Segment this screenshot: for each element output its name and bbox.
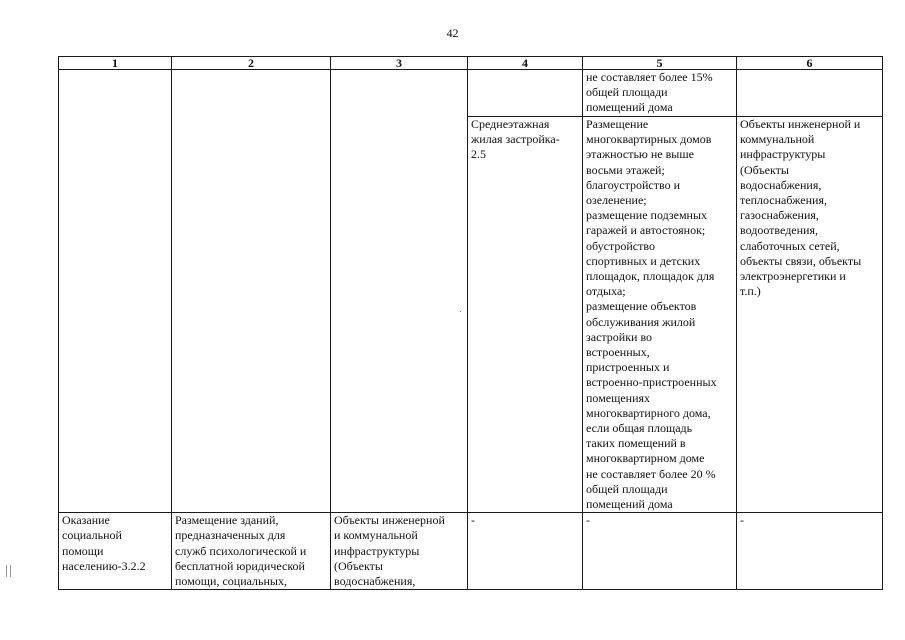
table-cell: не составляет более 15% общей площади помещений дома	[583, 70, 737, 117]
scan-speck	[460, 311, 461, 312]
table-cell	[172, 70, 331, 513]
column-header-5: 5	[583, 57, 737, 70]
table-cell: Среднеэтажная жилая застройка- 2.5	[468, 117, 583, 513]
table-cell	[331, 70, 468, 513]
scan-edge-mark	[6, 565, 11, 577]
column-header-1: 1	[59, 57, 172, 70]
table-cell: Размещение многоквартирных домов этажностью не выше восьми этажей; благоустройство и озеленение; размещение подземных гаражей и автостоянок; обустройство спортивных и детских площадок, площадок для отдыха; размещение объектов обслуживания жилой застройки во встроенных, пристроенных и встроенно-пристроенных помещениях многоквартирного дома, если общая площадь таких помещений в многоквартирном доме не составляет более 20 % общей площади помещений дома	[583, 117, 737, 513]
page-number: 42	[446, 26, 459, 40]
column-header-4: 4	[468, 57, 583, 70]
table-cell	[737, 70, 883, 117]
table-cell: -	[468, 513, 583, 590]
table-cell	[468, 70, 583, 117]
column-header-3: 3	[331, 57, 468, 70]
table-row	[59, 70, 883, 117]
table-header-row	[59, 57, 883, 70]
table-cell: -	[583, 513, 737, 590]
table-cell: Объекты инженерной и коммунальной инфраструктуры (Объекты водоснабжения,	[331, 513, 468, 590]
column-header-6: 6	[737, 57, 883, 70]
table-cell: Оказание социальной помощи населению-3.2.2	[59, 513, 172, 590]
table-cell: -	[737, 513, 883, 590]
column-header-2: 2	[172, 57, 331, 70]
table-cell: Размещение зданий, предназначенных для служб психологической и бесплатной юридической помощи, социальных,	[172, 513, 331, 590]
table-cell	[59, 70, 172, 513]
table-row	[59, 513, 883, 590]
table-cell: Объекты инженерной и коммунальной инфраструктуры (Объекты водоснабжения, теплоснабжения, газоснабжения, водоотведения, слаботочных сетей, объекты связи, объекты электроэнергетики и т.п.)	[737, 117, 883, 513]
zoning-table	[58, 56, 883, 590]
